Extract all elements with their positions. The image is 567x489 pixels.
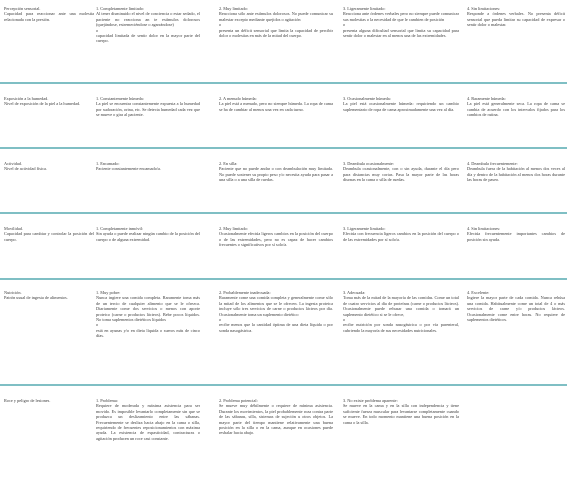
score-3-description: 3. Ligeramente limitado: Reacciona ante órdenes verbales pero no siempre puede comunicar sus molestias o la necesidad de que le cambien de posición o presenta alguna dificultad sensorial que limita su capacidad para sentir dolor o malestar en al menos una de las extremidades. <box>343 6 459 39</box>
row-category: Exposición a la humedad. Nivel de exposición de la piel a la humedad. <box>4 96 81 107</box>
table-row <box>0 290 567 380</box>
score-2-description: 2. Problema potencial: Se mueve muy débilmente o requiere de mínima asistencia. Durante los movimientos, la piel probablemente roza contra parte de las sábanas, silla, sistemas de sujeción u otros objetos. La mayor parte del tiempo mantiene relativamente una buena posición en la silla o en la cama, aunque en ocasiones puede resbalar hacia abajo. <box>219 398 333 436</box>
score-3-description: 3. Ocasionalmente húmeda: La piel está ocasionalmente húmeda: requiriendo un cambio suplementario de ropa de cama aproximadamente una vez al día. <box>343 96 459 112</box>
table-row <box>0 161 567 205</box>
table-row <box>0 96 567 140</box>
row-category: Nutrición. Patrón usual de ingesta de alimentos. <box>4 290 68 301</box>
score-4-description: 4. Raramente húmeda: La piel está generalmente seca. La ropa de cama se cambia de acuerdo con los intervalos fijados para los cambios de rutina. <box>467 96 565 118</box>
row-category: Movilidad. Capacidad para cambiar y controlar la posición del cuerpo. <box>4 226 94 242</box>
score-3-description: 3. Deambula ocasionalmente: Deambula ocasionalmente, con o sin ayuda, durante el día pero para distancias muy cortas. Pasa la mayor parte de las horas diurnas en la cama o silla de ruedas. <box>343 161 459 183</box>
score-1-description: 1. Encamado: Paciente constantemente encamado/a. <box>96 161 162 172</box>
score-2-description: 2. Muy limitado: Reacciona sólo ante estímulos dolorosos. No puede comunicar su malestar excepto mediante quejidos o agitación o presenta un déficit sensorial que limita la capacidad de percibir dolor o molestias en más de la mitad del cuerpo. <box>219 6 333 39</box>
row-divider <box>0 278 567 280</box>
row-divider <box>0 147 567 149</box>
score-1-description: 1. Constantemente húmeda: La piel se encuentra constantemente expuesta a la humedad por sudoración, orina, etc. Se detecta humedad cada vez que se mueve o gira al paciente. <box>96 96 200 118</box>
score-2-description: 2. Muy limitado: Ocasionalmente efectúa ligeros cambios en la posición del cuerpo o de las extremidades, pero no es capaz de hacer cambios frecuentes o significativos por sí solo/a. <box>219 226 333 248</box>
score-1-description: 1. Problema: Requiere de moderada y máxima asistencia para ser movido. Es imposible levantarlo completamente sin que se produzca un deslizamiento entre las sábanas. Frecuentemente se desliza hacia abajo en la cama o silla, requiriendo de frecuentes reposicionamientos con máxima ayuda. La existencia de espasticidad, contracturas o agitación producen un roce casi constante. <box>96 398 200 441</box>
score-4-description: 4. Sin limitaciones: Efectúa frecuentemente importantes cambios de posición sin ayuda. <box>467 226 565 242</box>
score-1-description: 1. Completamente inmóvil: Sin ayuda o puede realizar ningún cambio de la posición del cuerpo o de alguna extremidad. <box>96 226 200 242</box>
score-1-description: 1. Completamente limitado: Al tener disminuido el nivel de conciencia o estar sedado, el paciente no reacciona an te estímulos dolorosos (quejándose, estremeciéndose o agarrándose) o capacidad limitada de sentir dolor en la mayor parte del cuerpo. <box>96 6 200 44</box>
table-row <box>0 226 567 276</box>
score-4-description: 4. Sin limitaciones: Responde a órdenes verbales. No presenta déficit sensorial que pueda limitar su capacidad de expresar o sentir dolor o malestar. <box>467 6 565 28</box>
row-category: Actividad. Nivel de actividad física. <box>4 161 47 172</box>
table-row <box>0 398 567 484</box>
score-2-description: 2. Probablemente inadecuada: Raramente come una comida completa y generalmente come sólo la mitad de los alimentos que se le ofrecen. La ingesta proteica incluye sólo tres servicios de carne o productos lácteos por día. Ocasionalmente toma un suplemento dietético o recibe menos que la cantidad óptima de una dieta líquida o por sonda nasogástrica. <box>219 290 333 333</box>
score-3-description: 3. No existe problema aparente: Se mueve en la cama y en la silla con independencia y tiene suficiente fuerza muscular para levantarse completamente cuando se mueve. En todo momento mantiene una buena posición en la cama o la silla. <box>343 398 459 425</box>
score-2-description: 2. En silla: Paciente que no puede andar o con deambulación muy limitada. No puede sostener su propio peso y/o necesita ayuda para pasar a una silla o a una silla de ruedas. <box>219 161 333 183</box>
score-4-description: 4. Deambula frecuentemente: Deambula fuera de la habitación al menos dos veces al día y dentro de la habitación al menos dos horas durante las horas de paseo. <box>467 161 565 183</box>
row-divider <box>0 82 567 84</box>
score-3-description: 3. Ligeramente limitado: Efectúa con frecuencia ligeros cambios en la posición del cuerpo o de las extremidades por sí solo/a. <box>343 226 459 242</box>
score-3-description: 3. Adecuada: Toma más de la mitad de la mayoría de las comidas. Come un total de cuatro servicios al día de proteínas (carne o productos lácteos). Ocasionalmente puede rehusar una comida o tomará un suplemento dietético si se le ofrece, o recibe nutrición por sonda nasogástrica o por vía parenteral, cubriendo la mayoría de sus necesidades nutricionales. <box>343 290 459 333</box>
table-row <box>0 6 567 66</box>
score-4-description: 4. Excelente: Ingiere la mayor parte de cada comida. Nunca rehúsa una comida. Habitualmente come un total de 4 o más servicios de carne y/o productos lácteos. Ocasionalmente come entre horas. No requiere de suplementos dietéticos. <box>467 290 565 323</box>
row-divider <box>0 384 567 386</box>
row-category: Percepción sensorial. Capacidad para reaccionar ante una molestia relacionada con la presión. <box>4 6 94 22</box>
score-2-description: 2. A menudo húmeda: La piel está a menudo, pero no siempre húmeda. La ropa de cama se ha de cambiar al menos una vez en cada turno. <box>219 96 333 112</box>
score-1-description: 1. Muy pobre: Nunca ingiere una comida completa. Raramente toma más de un tercio de cualquier alimento que se le ofrezca. Diariamente come dos servicios o menos con aporte proteico (carne o productos lácteos). Bebe pocos líquidos. No toma suplementos dietéticos líquidos o está en ayunas y/o en dieta líquida o sueros más de cinco días. <box>96 290 200 339</box>
row-category: Roce y peligro de lesiones. <box>4 398 51 403</box>
row-divider <box>0 212 567 214</box>
